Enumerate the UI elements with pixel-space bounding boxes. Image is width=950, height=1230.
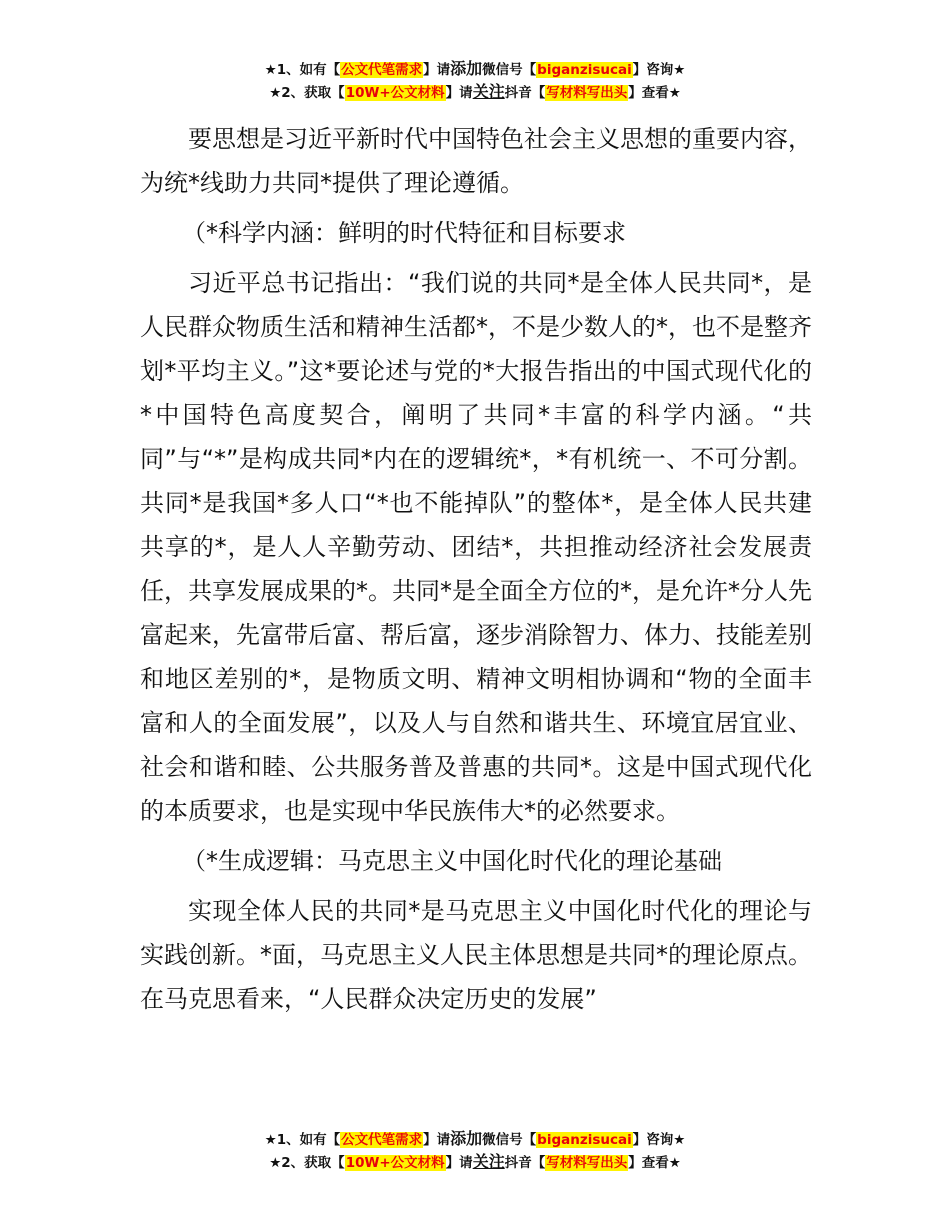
banner-emphasis: 关注 bbox=[472, 82, 505, 101]
banner-text: 】查看★ bbox=[628, 85, 681, 101]
banner-line-2 bbox=[0, 81, 950, 104]
banner-text: 微信号【 bbox=[482, 62, 537, 78]
banner-line-1 bbox=[0, 58, 950, 81]
banner-text: ★1、如有【 bbox=[264, 1132, 341, 1148]
banner-wechat-id: biganzisucai bbox=[537, 1132, 632, 1148]
banner-text: 】咨询★ bbox=[632, 1132, 686, 1148]
paragraph: 实现全体人民的共同*是马克思主义中国化时代化的理论与实践创新。*面，马克思主义人民主体思想是共同*的理论原点。在马克思看来，“人民群众决定历史的发展” bbox=[140, 897, 812, 1013]
banner-text: 抖音【 bbox=[504, 1155, 546, 1171]
header-banner bbox=[0, 58, 950, 104]
banner-text: 】查看★ bbox=[628, 1155, 681, 1171]
banner-text: ★2、获取【 bbox=[269, 85, 345, 101]
banner-text: ★1、如有【 bbox=[264, 62, 341, 78]
section-heading: （*科学内涵：鲜明的时代特征和目标要求 bbox=[182, 219, 626, 247]
banner-douyin-id: 写材料写出头 bbox=[546, 85, 628, 101]
banner-line-2 bbox=[0, 1151, 950, 1174]
banner-text: 抖音【 bbox=[504, 85, 546, 101]
banner-emphasis: 关注 bbox=[472, 1152, 505, 1171]
banner-text: 】请 bbox=[423, 1132, 451, 1148]
banner-highlight: 公文代笔需求 bbox=[341, 62, 423, 78]
banner-text: ★2、获取【 bbox=[269, 1155, 345, 1171]
section-heading: （*生成逻辑：马克思主义中国化时代化的理论基础 bbox=[182, 847, 722, 875]
banner-highlight: 10W+公文材料 bbox=[345, 85, 445, 101]
banner-douyin-id: 写材料写出头 bbox=[546, 1155, 628, 1171]
banner-text: 微信号【 bbox=[482, 1132, 537, 1148]
banner-text: 】请 bbox=[445, 85, 473, 101]
banner-text: 】请 bbox=[423, 62, 451, 78]
banner-emphasis: 添加 bbox=[450, 1129, 483, 1148]
paragraph: 要思想是习近平新时代中国特色社会主义思想的重要内容，为统*线助力共同*提供了理论遵循。 bbox=[140, 125, 812, 197]
banner-text: 】咨询★ bbox=[632, 62, 686, 78]
document-body bbox=[140, 117, 812, 1027]
banner-line-1 bbox=[0, 1128, 950, 1151]
banner-emphasis: 添加 bbox=[450, 59, 483, 78]
footer-banner bbox=[0, 1128, 950, 1174]
banner-highlight: 10W+公文材料 bbox=[345, 1155, 445, 1171]
banner-text: 】请 bbox=[445, 1155, 473, 1171]
banner-wechat-id: biganzisucai bbox=[537, 62, 632, 78]
paragraph: 习近平总书记指出：“我们说的共同*是全体人民共同*，是人民群众物质生活和精神生活都*，不是少数人的*，也不是整齐划*平均主义。”这*要论述与党的*大报告指出的中国式现代化的*中国特色高度契合，阐明了共同*丰富的科学内涵。“共同”与“*”是构成共同*内在的逻辑统*，*有机统一、不可分割。共同*是我国*多人口“*也不能掉队”的整体*，是全体人民共建共享的*，是人人辛勤劳动、团结*，共担推动经济社会发展责任，共享发展成果的*。共同*是全面全方位的*，是允许*分人先富起来，先富带后富、帮后富，逐步消除智力、体力、技能差别和地区差别的*，是物质文明、精神文明相协调和“物的全面丰富和人的全面发展”，以及人与自然和谐共生、环境宜居宜业、社会和谐和睦、公共服务普及普惠的共同*。这是中国式现代化的本质要求，也是实现中华民族伟大*的必然要求。 bbox=[140, 269, 812, 825]
banner-highlight: 公文代笔需求 bbox=[341, 1132, 423, 1148]
